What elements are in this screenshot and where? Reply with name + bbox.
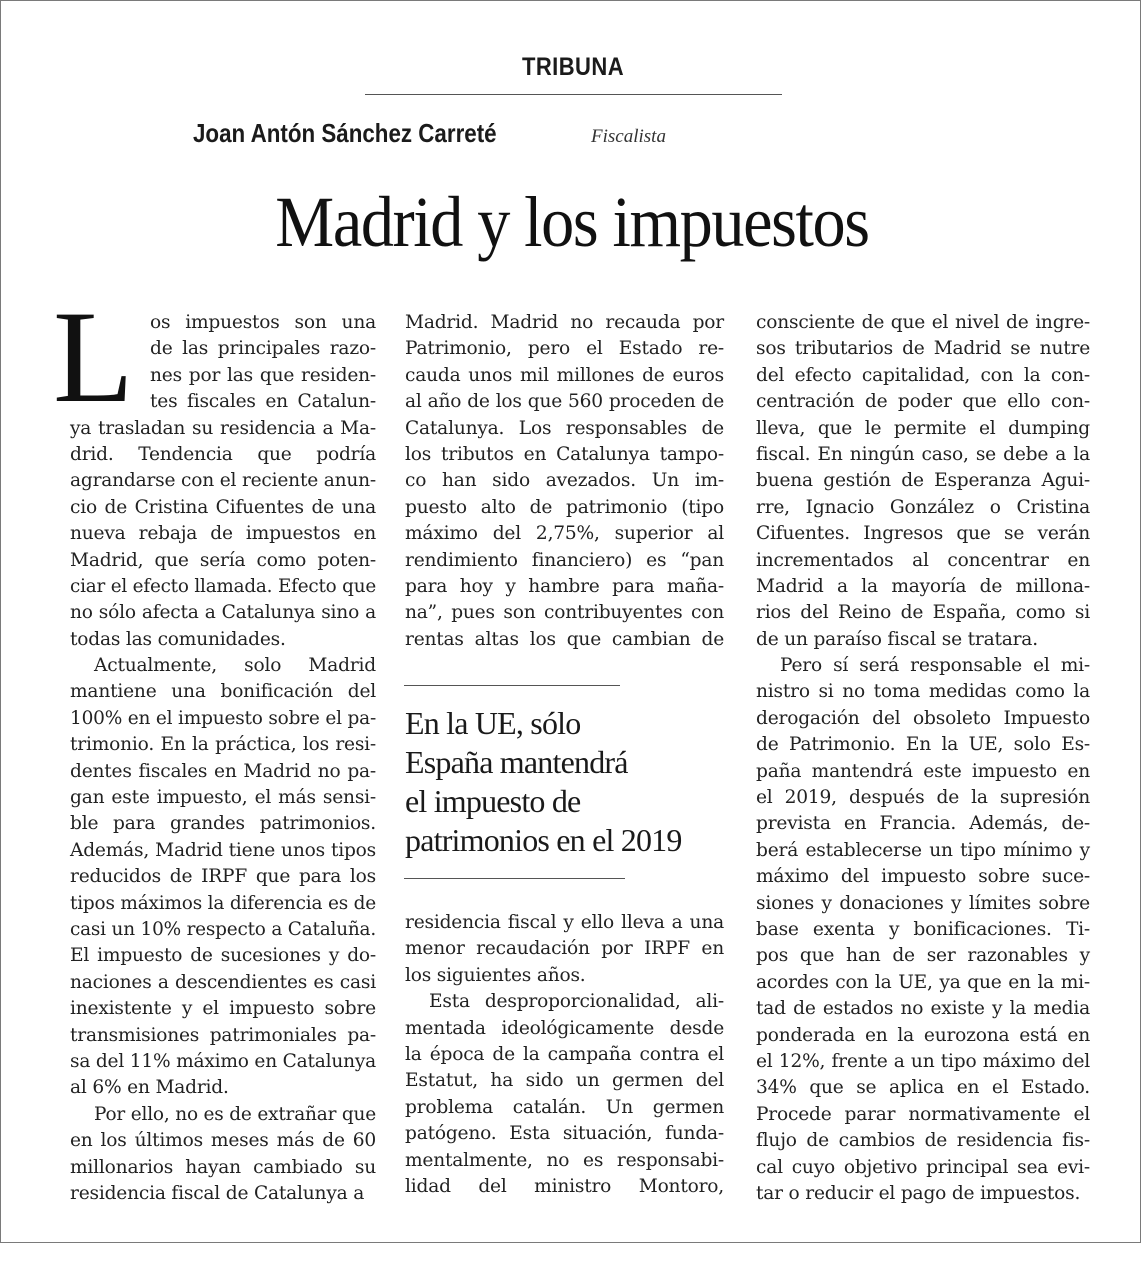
section-label: TRIBUNA <box>521 53 625 81</box>
text-line: tipos máximos la diferencia es de <box>70 892 376 914</box>
text-line: ble para grandes patrimonios. <box>70 813 376 835</box>
text-line: Madrid. Madrid no recauda por <box>405 312 724 333</box>
text-line: de las principales razo- <box>150 338 376 360</box>
text-line: transmisiones patrimoniales pa- <box>70 1024 376 1046</box>
text-line: los tributos en Catalunya tampo- <box>405 443 724 465</box>
text-line: tes fiscales en Catalun- <box>150 391 376 413</box>
pull-quote-line: patrimonios en el 2019 <box>405 822 682 858</box>
text-line: todas las comunidades. <box>70 628 286 650</box>
text-line: mentalmente, no es responsabi- <box>405 1149 724 1171</box>
author-name: Joan Antón Sánchez Carreté <box>193 118 497 148</box>
text-line: flujo de cambios de residencia fis- <box>756 1130 1090 1152</box>
text-line: los siguientes años. <box>405 964 586 986</box>
text-line: ciar el efecto llamada. Efecto que <box>70 575 376 597</box>
article-column-3 <box>756 310 1090 1207</box>
text-line: centración de poder que ello con- <box>756 391 1090 413</box>
text-line: no sólo afecta a Catalunya sino a <box>70 602 376 624</box>
text-line: naciones a descendientes es casi <box>70 971 376 993</box>
text-line: Además, Madrid tiene unos tipos <box>70 839 376 861</box>
text-line: de un paraíso fiscal se tratara. <box>756 628 1038 650</box>
text-line: nes por las que residen- <box>150 364 376 386</box>
text-line: os impuestos son una <box>150 312 376 333</box>
text-line: mentada ideológicamente desde <box>405 1017 724 1039</box>
pull-quote-line: España mantendrá <box>405 744 628 780</box>
text-line: 34% que se aplica en el Estado. <box>756 1077 1090 1099</box>
article-column-2-top <box>405 310 724 653</box>
text-line: problema catalán. Un germen <box>405 1096 724 1118</box>
text-line: gan este impuesto, el más sensi- <box>70 787 376 809</box>
text-line: del efecto capitalidad, con la con- <box>756 364 1090 386</box>
text-line: menor recaudación por IRPF en <box>405 938 724 960</box>
section-divider <box>365 94 782 95</box>
byline <box>193 118 666 149</box>
text-line: reducidos de IRPF que para los <box>70 866 376 888</box>
article-column-2-bottom <box>405 910 724 1200</box>
author-role: Fiscalista <box>591 126 666 147</box>
text-line: derogación del obsoleto Impuesto <box>756 707 1090 729</box>
text-line: berá establecerse un tipo mínimo y <box>756 839 1090 861</box>
text-line: tad de estados no existe y la media <box>756 998 1090 1020</box>
text-line: agrandarse con el reciente anun- <box>70 470 376 492</box>
text-line: Esta desproporcionalidad, ali- <box>429 991 724 1013</box>
text-line: rentas altas los que cambian de <box>405 628 724 650</box>
text-line: puesto alto de patrimonio (tipo <box>405 496 724 518</box>
text-line: nueva rebaja de impuestos en <box>70 523 376 545</box>
text-line: Madrid a la mayoría de millona- <box>756 575 1090 597</box>
text-line: máximo del impuesto sobre suce- <box>756 866 1090 888</box>
text-line: Patrimonio, pero el Estado re- <box>405 338 724 360</box>
text-line: Pero sí será responsable el mi- <box>780 655 1090 677</box>
text-line: paña mantendrá este impuesto en <box>756 760 1090 782</box>
text-line: prevista en Francia. Además, de- <box>756 813 1090 835</box>
pull-quote-line: el impuesto de <box>405 783 581 819</box>
text-line: casi un 10% respecto a Cataluña. <box>70 918 376 940</box>
text-line: al año de los que 560 proceden de <box>405 391 724 413</box>
text-line: nistro si no toma medidas como la <box>756 681 1090 703</box>
pull-quote-top-rule <box>404 685 620 686</box>
text-line: base exenta y bonificaciones. Ti- <box>756 918 1090 940</box>
text-line: el 2019, después de la supresión <box>756 787 1090 809</box>
text-line: dentes fiscales en Madrid no pa- <box>70 760 376 782</box>
text-line: Catalunya. Los responsables de <box>405 417 724 439</box>
text-line: para hoy y hambre para maña- <box>405 575 724 597</box>
text-line: mantiene una bonificación del <box>70 681 376 703</box>
text-line: Procede parar normativamente el <box>756 1103 1090 1125</box>
pull-quote-bottom-rule <box>404 878 625 879</box>
text-line: tar o reducir el pago de impuestos. <box>756 1182 1081 1204</box>
pull-quote <box>405 704 735 860</box>
text-line: 100% en el impuesto sobre el pa- <box>70 707 376 729</box>
text-line: al 6% en Madrid. <box>70 1077 229 1099</box>
text-line: la época de la campaña contra el <box>405 1043 724 1065</box>
text-line: en los últimos meses más de 60 <box>70 1130 376 1152</box>
text-line: drid. Tendencia que podría <box>70 443 376 465</box>
text-line: consciente de que el nivel de ingre- <box>756 312 1090 333</box>
text-line: residencia fiscal y ello lleva a una <box>405 912 724 933</box>
text-line: ponderada en la eurozona está en <box>756 1024 1090 1046</box>
text-line: rendimiento financiero) es “pan <box>405 549 724 571</box>
text-line: patógeno. Esta situación, funda- <box>405 1123 724 1145</box>
text-line: lleva, que le permite el dumping <box>756 417 1090 439</box>
article-headline: Madrid y los impuestos <box>275 182 869 262</box>
text-line: máximo del 2,75%, superior al <box>405 523 724 545</box>
text-line: pos que han de ser razonables y <box>756 945 1090 967</box>
text-line: rre, Ignacio González o Cristina <box>756 496 1090 518</box>
text-line: trimonio. En la práctica, los resi- <box>70 734 376 756</box>
text-line: sa del 11% máximo en Catalunya <box>70 1050 376 1072</box>
text-line: sos tributarios de Madrid se nutre <box>756 338 1090 360</box>
text-line: Actualmente, solo Madrid <box>94 655 376 677</box>
text-line: Cifuentes. Ingresos que se verán <box>756 523 1090 545</box>
drop-cap: L <box>53 283 134 430</box>
text-line: co han sido avezados. Un im- <box>405 470 724 492</box>
text-line: cio de Cristina Cifuentes de una <box>70 496 376 518</box>
text-line: millonarios hayan cambiado su <box>70 1156 376 1178</box>
text-line: el 12%, frente a un tipo máximo del <box>756 1050 1090 1072</box>
text-line: de Patrimonio. En la UE, solo Es- <box>756 734 1090 756</box>
text-line: na”, pues son contribuyentes con <box>405 602 724 624</box>
text-line: El impuesto de sucesiones y do- <box>70 945 376 967</box>
text-line: ya trasladan su residencia a Ma- <box>70 417 376 439</box>
text-line: Madrid, que sería como poten- <box>70 549 376 571</box>
text-line: incrementados al concentrar en <box>756 549 1090 571</box>
text-line: cal cuyo objetivo principal sea evi- <box>756 1156 1090 1178</box>
text-line: rios del Reino de España, como si <box>756 602 1090 624</box>
text-line: acordes con la UE, ya que en la mi- <box>756 971 1090 993</box>
text-line: Por ello, no es de extrañar que <box>94 1103 376 1125</box>
text-line: siones y donaciones y límites sobre <box>756 892 1090 914</box>
text-line: Estatut, ha sido un germen del <box>405 1070 724 1092</box>
text-line: buena gestión de Esperanza Agui- <box>756 470 1090 492</box>
text-line: inexistente y el impuesto sobre <box>70 998 376 1020</box>
text-line: cauda unos mil millones de euros <box>405 364 724 386</box>
article-column-1 <box>70 310 376 1207</box>
pull-quote-line: En la UE, sólo <box>405 705 581 741</box>
text-line: fiscal. En ningún caso, se debe a la <box>756 443 1090 465</box>
text-line: residencia fiscal de Catalunya a <box>70 1182 365 1204</box>
text-line: lidad del ministro Montoro, <box>405 1175 724 1197</box>
